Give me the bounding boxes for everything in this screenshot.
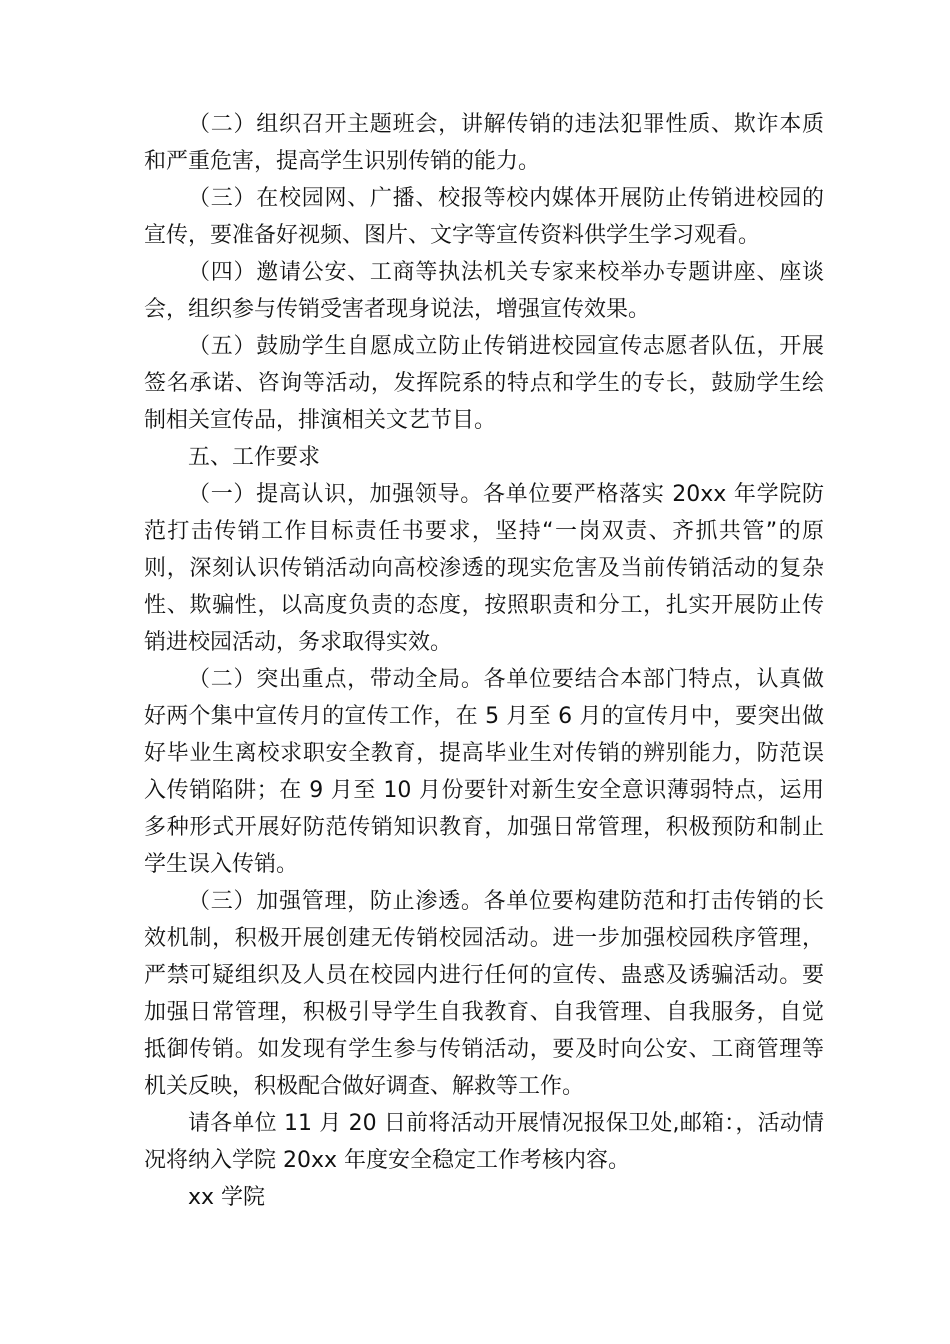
section-heading-work-requirements: 五、工作要求 [188, 445, 321, 470]
requirement-1: （一）提高认识，加强领导。各单位要严格落实 20xx 年学院防范打击传销工作目标责任书要求，坚持“一岗双责、齐抓共管”的原则，深刻认识传销活动向高校渗透的现实危害及当前传销活动的复杂性、欺骗性，以高度负责的态度，按照职责和分工，扎实开展防止传销进校园活动，务求取得实效。 [144, 482, 824, 655]
requirement-3: （三）加强管理，防止渗透。各单位要构建防范和打击传销的长效机制，积极开展创建无传销校园活动。进一步加强校园秩序管理，严禁可疑组织及人员在校园内进行任何的宣传、蛊惑及诱骗活动。要加强日常管理，积极引导学生自我教育、自我管理、自我服务，自觉抵御传销。如发现有学生参与传销活动，要及时向公安、工商管理等机关反映，积极配合做好调查、解救等工作。 [144, 889, 824, 1099]
paragraph-5: （五）鼓励学生自愿成立防止传销进校园宣传志愿者队伍，开展签名承诺、咨询等活动，发挥院系的特点和学生的专长，鼓励学生绘制相关宣传品，排演相关文艺节目。 [144, 334, 824, 433]
closing-notice: 请各单位 11 月 20 日前将活动开展情况报保卫处,邮箱：，活动情况将纳入学院 20xx 年度安全稳定工作考核内容。 [144, 1111, 824, 1173]
paragraph-4: （四）邀请公安、工商等执法机关专家来校举办专题讲座、座谈会，组织参与传销受害者现身说法，增强宣传效果。 [144, 260, 824, 322]
signature: xx 学院 [188, 1185, 266, 1210]
paragraph-3: （三）在校园网、广播、校报等校内媒体开展防止传销进校园的宣传，要准备好视频、图片、文字等宣传资料供学生学习观看。 [144, 186, 824, 248]
paragraph-2: （二）组织召开主题班会，讲解传销的违法犯罪性质、欺诈本质和严重危害，提高学生识别传销的能力。 [144, 112, 824, 174]
document-body [144, 106, 824, 1216]
requirement-2: （二）突出重点，带动全局。各单位要结合本部门特点，认真做好两个集中宣传月的宣传工作，在 5 月至 6 月的宣传月中，要突出做好毕业生离校求职安全教育，提高毕业生对传销的辨别能力，防范误入传销陷阱；在 9 月至 10 月份要针对新生安全意识薄弱特点，运用多种形式开展好防范传销知识教育，加强日常管理，积极预防和制止学生误入传销。 [144, 667, 824, 877]
